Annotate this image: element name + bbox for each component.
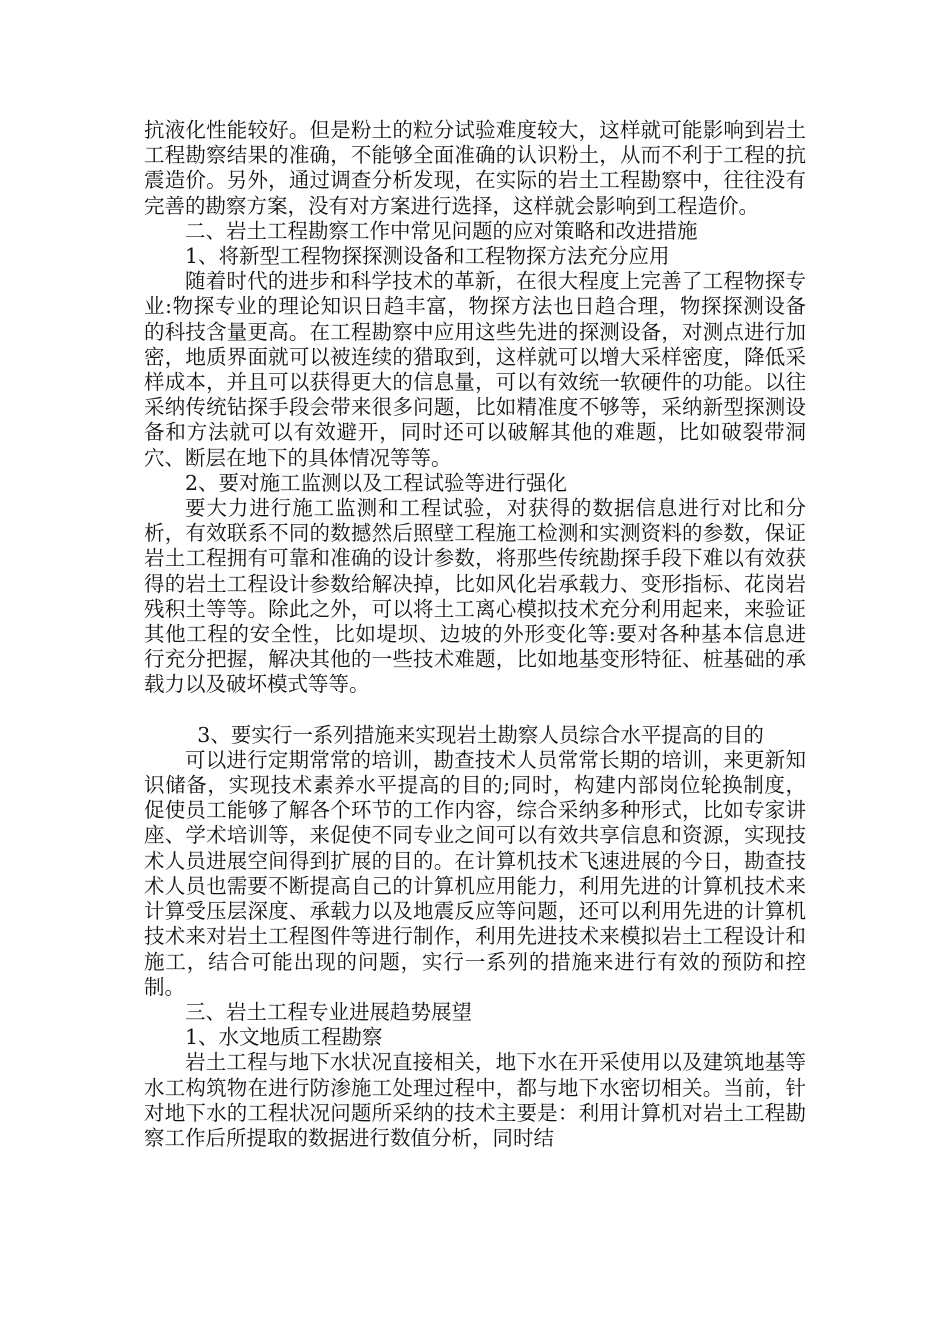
paragraph-geophysical: 随着时代的进步和科学技术的革新，在很大程度上完善了工程物探专业:物探专业的理论知识日趋丰富，物探方法也日趋合理，物探探测设备的科技含量更高。在工程勘察中应用这些先进的探测设备，对测点进行加密，地质界面就可以被连续的猎取到，这样就可以增大采样密度，降低采样成本，并且可以获得更大的信息量，可以有效统一软硬件的功能。以往采纳传统钻探手段会带来很多问题，比如精准度不够等，采纳新型探测设备和方法就可以有效避开，同时还可以破解其他的难题，比如破裂带洞穴、断层在地下的具体情况等等。 bbox=[144, 269, 806, 470]
subheading-hydrogeology: 1、水文地质工程勘察 bbox=[185, 1025, 383, 1050]
blank-line bbox=[144, 698, 806, 723]
document-page bbox=[144, 118, 806, 1151]
section-heading-three: 三、岩土工程专业进展趋势展望 bbox=[185, 999, 472, 1024]
section-heading-two: 二、岩土工程勘察工作中常见问题的应对策略和改进措施 bbox=[185, 218, 698, 243]
subheading-personnel: 3、要实行一系列措施来实现岩土勘察人员综合水平提高的目的 bbox=[197, 722, 764, 747]
subheading-monitoring: 2、要对施工监测以及工程试验等进行强化 bbox=[185, 470, 568, 495]
subheading-geophysical: 1、将新型工程物探探测设备和工程物探方法充分应用 bbox=[185, 244, 670, 269]
paragraph-training: 可以进行定期常常的培训，勘查技术人员常常长期的培训，来更新知识储备，实现技术素养水平提高的目的;同时，构建内部岗位轮换制度，促使员工能够了解各个环节的工作内容，综合采纳多种形式，比如专家讲座、学术培训等，来促使不同专业之间可以有效共享信息和资源，实现技术人员进展空间得到扩展的目的。在计算机技术飞速进展的今日，勘查技术人员也需要不断提高自己的计算机应用能力，利用先进的计算机技术来计算受压层深度、承载力以及地震反应等问题，还可以利用先进的计算机技术来对岩土工程图件等进行制作，利用先进技术来模拟岩土工程设计和施工，结合可能出现的问题，实行一系列的措施来进行有效的预防和控制。 bbox=[144, 747, 806, 999]
paragraph-monitoring: 要大力进行施工监测和工程试验，对获得的数据信息进行对比和分析，有效联系不同的数撼然后照壁工程施工检测和实测资料的参数，保证岩土工程拥有可靠和准确的设计参数，将那些传统勘探手段下难以有效获得的岩土工程设计参数给解决掉，比如风化岩承载力、变形指标、花岗岩残积土等等。除此之外，可以将土工离心模拟技术充分利用起来，来验证其他工程的安全性，比如堤坝、边坡的外形变化等:要对各种基本信息进行充分把握，解决其他的一些技术难题，比如地基变形特征、桩基础的承载力以及破坏模式等等。 bbox=[144, 496, 806, 697]
paragraph-liquefaction: 抗液化性能较好。但是粉土的粒分试验难度较大，这样就可能影响到岩土工程勘察结果的准确，不能够全面准确的认识粉土，从而不利于工程的抗震造价。另外，通过调查分析发现，在实际的岩土工程勘察中，往往没有完善的勘察方案，没有对方案进行选择，这样就会影响到工程造价。 bbox=[144, 118, 806, 218]
paragraph-groundwater: 岩土工程与地下水状况直接相关，地下水在开采使用以及建筑地基等水工构筑物在进行防渗施工处理过程中，都与地下水密切相关。当前，针对地下水的工程状况问题所采纳的技术主要是：利用计算机对岩土工程勘察工作后所提取的数据进行数值分析，同时结 bbox=[144, 1050, 806, 1150]
